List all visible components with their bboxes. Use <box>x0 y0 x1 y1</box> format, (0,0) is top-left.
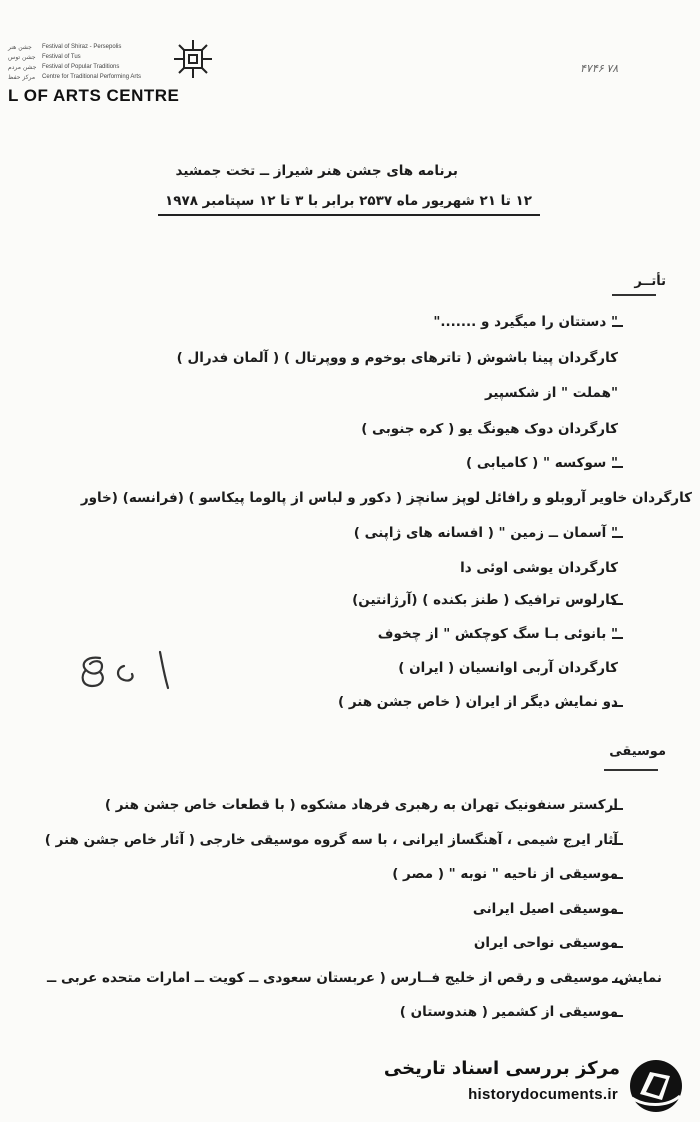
theatre-item: کارگردان دوک هیونگ یو ( کره جنوبی ) <box>361 421 618 437</box>
watermark-text: مرکز بررسی اسناد تاریخی <box>383 1058 620 1079</box>
centre-name: L OF ARTS CENTRE <box>8 86 180 105</box>
document-title: برنامه های جشن هنر شیراز ــ تخت جمشید <box>175 163 458 179</box>
music-item: نمایش، موسیقی و رقص از خلیج فــارس ( عربستان سعودی ــ کویت ــ امارات متحده عربی ــ <box>47 970 662 986</box>
theatre-item: کارلوس ترافیک ( طنز بکنده ) (آرژانتین) <box>352 592 618 608</box>
watermark-url: historydocuments.ir <box>468 1086 618 1103</box>
festival-emblem-icon <box>172 38 214 80</box>
document-date: ۱۲ تا ۲۱ شهریور ماه ۲۵۳۷ برابر با ۳ تا ۱۲ سپتامبر ۱۹۷۸ <box>165 193 532 209</box>
theatre-item: کارگردان آربی اوانسیان ( ایران ) <box>398 660 618 676</box>
music-item: آثار ایرج شیمی ، آهنگساز ایرانی ، با سه گروه موسیقی خارجی ( آثار خاص جشن هنر ) <box>44 832 618 848</box>
music-heading-underline <box>604 769 658 771</box>
archive-logo-icon <box>626 1058 686 1114</box>
theatre-item: "هملت " از شکسپیر <box>484 385 618 401</box>
music-item: موسیقی نواحی ایران <box>473 935 618 951</box>
handwritten-number <box>72 648 182 694</box>
music-item: موسیقی از ناحیه " نوبه " ( مصر ) <box>392 866 618 882</box>
letterhead-fa-line: جشن توس <box>8 54 36 61</box>
letterhead-fa-line: جشن مردم <box>8 64 37 71</box>
letterhead-fa-line: جشن هنر <box>8 44 32 51</box>
music-item: ارکستر سنفونیک تهران به رهبری فرهاد مشکوه ( با قطعات خاص جشن هنر ) <box>104 797 618 813</box>
music-item: موسیقی از کشمیر ( هندوستان ) <box>399 1004 618 1020</box>
letterhead-en-line: Centre for Traditional Performing Arts <box>42 74 142 80</box>
music-heading: موسیقی <box>609 744 666 759</box>
theatre-heading: تأتــر <box>634 274 666 289</box>
letterhead-en-line: Festival of Popular Traditions <box>42 64 120 70</box>
letterhead-en-line: Festival of Tus <box>42 54 81 60</box>
theatre-item: " بانوئی بـا سگ کوچکش " از چخوف <box>377 626 618 642</box>
theatre-item: کارگردان خاویر آروبلو و رافائل لوپز سانچز ( دکور و لباس از پالوما پیکاسو ) (فرانسه) (خاور <box>80 490 692 506</box>
letterhead-fa-line: مرکز حفظ <box>8 74 36 81</box>
letterhead-en-line: Festival of Shiraz - Persepolis <box>42 44 122 50</box>
handwritten-reference: ۴۷۴۶ ۷۸ <box>580 63 619 75</box>
date-underline <box>158 214 540 216</box>
theatre-heading-underline <box>612 294 656 296</box>
theatre-item: " سوکسه " ( کامیابی ) <box>465 455 618 471</box>
theatre-item: " آسمان ــ زمین " ( افسانه های ژاپنی ) <box>353 525 618 541</box>
theatre-item: " دستتان را میگیرد و ......." <box>433 314 618 330</box>
theatre-item: کارگردان پینا باشوش ( تاترهای بوخوم و ووپرتال ) ( آلمان فدرال ) <box>176 350 618 366</box>
theatre-item: دو نمایش دیگر از ایران ( خاص جشن هنر ) <box>337 694 618 710</box>
theatre-item: کارگردان یوشی اوئی دا <box>460 560 618 576</box>
music-item: موسیقی اصیل ایرانی <box>472 901 618 917</box>
